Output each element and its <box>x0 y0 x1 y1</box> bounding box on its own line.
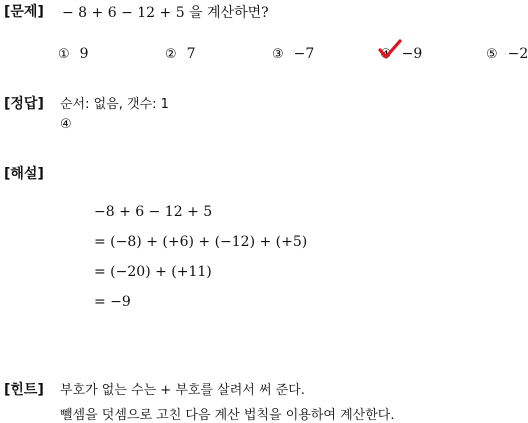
choice-number: ① <box>58 47 70 62</box>
choice-5[interactable] <box>486 46 528 62</box>
explanation-step-4: = −9 <box>94 294 131 310</box>
choice-4[interactable] <box>380 46 422 62</box>
choice-3[interactable] <box>272 46 314 62</box>
explanation-label: [해설] <box>4 166 44 182</box>
choice-value: −2 <box>507 46 528 62</box>
problem-text: − 8 + 6 − 12 + 5 을 계산하면? <box>62 5 269 21</box>
answer-summary: 순서: 없음, 갯수: 1 <box>60 97 169 112</box>
explanation-step-3: = (−20) + (+11) <box>94 264 212 280</box>
choice-value: 9 <box>79 46 89 62</box>
check-mark-icon <box>377 39 403 61</box>
answer-label: [정답] <box>4 96 44 112</box>
choice-2[interactable] <box>165 46 196 62</box>
hint-line-2: 뺄셈을 덧셈으로 고친 다음 계산 법칙을 이용하여 계산한다. <box>60 408 395 423</box>
problem-label: [문제] <box>4 4 44 20</box>
choice-value: −7 <box>293 46 315 62</box>
answer-choice: ④ <box>60 117 72 132</box>
choice-value: 7 <box>186 46 196 62</box>
choice-number: ③ <box>272 47 284 62</box>
choice-number: ④ <box>380 47 392 62</box>
hint-label: [힌트] <box>4 382 44 398</box>
explanation-step-2: = (−8) + (+6) + (−12) + (+5) <box>94 234 308 250</box>
choice-number: ② <box>165 47 177 62</box>
choice-1[interactable] <box>58 46 89 62</box>
choice-value: −9 <box>401 46 423 62</box>
choice-number: ⑤ <box>486 47 498 62</box>
explanation-step-1: −8 + 6 − 12 + 5 <box>94 204 213 220</box>
hint-line-1: 부호가 없는 수는 + 부호를 살려서 써 준다. <box>60 383 305 398</box>
